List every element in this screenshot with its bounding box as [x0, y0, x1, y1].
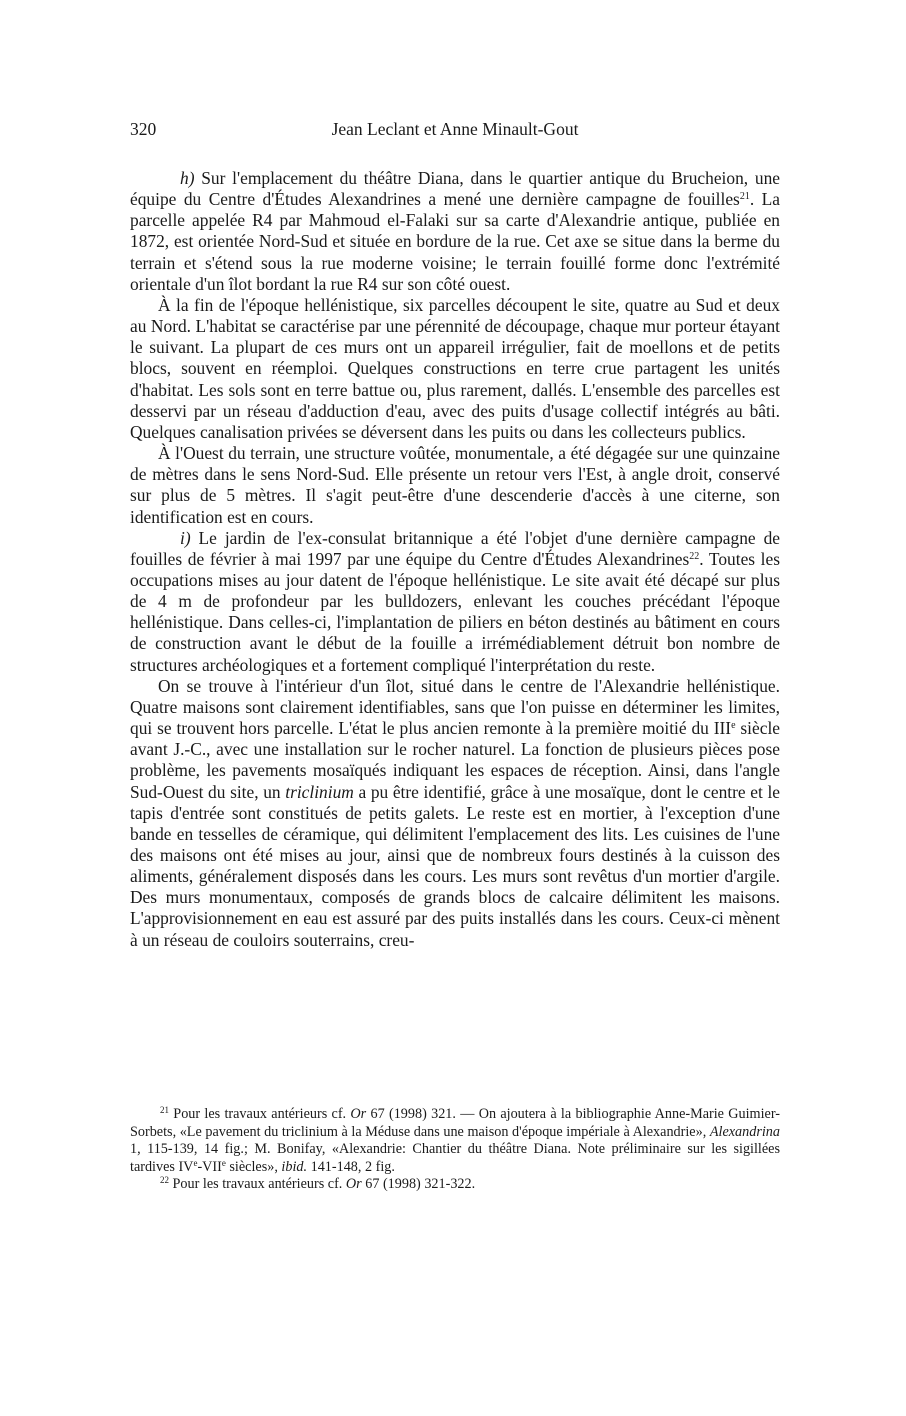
paragraph-text: Le jardin de l'ex-consulat britannique a été l'objet d'une dernière campagne de fouilles de février à mai 1997 par une équipe du Centre d'Études Alexandrines: [130, 527, 780, 569]
running-title: Jean Leclant et Anne Minault-Gout: [331, 119, 579, 139]
paragraph-text: On se trouve à l'intérieur d'un îlot, situé dans le centre de l'Alexandrie hellénistique. Quatre maisons sont clairement identifiables, sans que l'on puisse en déterminer les limites, qui se trouvent hors parcelle. L'état le plus ancien remonte à la première moitié du III: [130, 675, 780, 739]
paragraph-text: a pu être identifié, grâce à une mosaïque, dont le centre et le tapis d'entrée sont constitués de petits galets. Le reste est en mortier, à l'exception d'une bande en tesselles de céramique, qui délimitent l'emplacement des lits. Les cuisines de l'une des maisons ont été mises au jour, ainsi que de nombreux fours destinés à la cuisson des aliments, généralement disposés dans les cours. Les murs sont revêtus d'un mortier d'argile. Des murs monumentaux, composés de grands blocs de calcaire délimitent les maisons. L'approvisionnement en eau est assuré par des puits installés dans les cours. Ceux-ci mènent à un réseau de couloirs souterrains, creu-: [130, 781, 780, 950]
journal-abbrev: Or: [345, 1176, 362, 1193]
footnote-text: 67 (1998) 321-322.: [361, 1176, 476, 1193]
footnote-text: Pour les travaux antérieurs cf.: [169, 1106, 351, 1122]
main-text: [130, 168, 780, 951]
footnote-ref-22[interactable]: 22: [689, 550, 700, 562]
footnote-text: 1, 115-139, 14 fig.; M. Bonifay, «Alexandrie: Chantier du théâtre Diana. Note préliminaire sur les sigillées tardives IV: [130, 1141, 780, 1175]
paragraph-text: Sur l'emplacement du théâtre Diana, dans le quartier antique du Brucheion, une équipe du Centre d'Études Alexandrines a mené une dernière campagne de fouilles: [130, 168, 780, 210]
footnote-22: [130, 1176, 780, 1194]
running-header: [130, 118, 780, 140]
journal-abbrev: Or: [350, 1106, 367, 1122]
footnote-text: Pour les travaux antérieurs cf.: [169, 1176, 346, 1193]
section-marker-i: i): [180, 527, 191, 548]
superscript: e: [193, 1157, 198, 1168]
footnote-number: 22: [160, 1175, 169, 1186]
paragraph-h: [130, 168, 780, 295]
paragraph-text: . Toutes les occupations mises au jour datent de l'époque hellénistique. Le site avait été décapé sur plus de 4 m de profondeur par les bulldozers, enlevant les couches précédant l'époque hellénistique. Dans celles-ci, l'implantation de piliers en béton destinés au bâtiment en cours de construction avant le début de la fouille a irrémédiablement détruit bon nombre de structures archéologiques et a fortement compliqué l'interprétation du reste.: [130, 548, 780, 675]
footnote-text: 141-148, 2 fig.: [307, 1158, 395, 1175]
footnotes: [130, 1106, 780, 1194]
paragraph-text: . La parcelle appelée R4 par Mahmoud el-Falaki sur sa carte d'Alexandrie antique, publiée en 1872, est orientée Nord-Sud et située en bordure de la rue. Cet axe se situe dans la berme du terrain et s'étend sous la rue moderne voisine; le terrain fouillé forme donc l'extrémité orientale d'un îlot bordant la rue R4 sur son côté ouest.: [130, 189, 780, 294]
ibid: ibid.: [281, 1158, 308, 1175]
footnote-number: 21: [160, 1105, 169, 1116]
paragraph: [130, 676, 780, 951]
footnote-text: -VII: [197, 1158, 222, 1175]
paragraph-text: siècle avant J.-C., avec une installation sur le rocher naturel. La fonction de plusieurs pièces pose problème, les pavements mosaïqués indiquant les espaces de réception. Ainsi, dans l'angle Sud-Ouest du site, un: [130, 718, 781, 802]
paragraph: À la fin de l'époque hellénistique, six parcelles découpent le site, quatre au Sud et deux au Nord. L'habitat se caractérise par une pérennité de découpage, chaque mur porteur étayant le suivant. La plupart de ces murs ont un appareil irrégulier, fait de moellons et de petits blocs, souvent en réemploi. Quelques constructions en terre crue partagent les unités d'habitat. Les sols sont en terre battue ou, plus rarement, dallés. L'ensemble des parcelles est desservi par un réseau d'adduction d'eau, avec des puits d'usage collectif intégrés au bâti. Quelques canalisation privées se déversent dans les puits ou dans les collecteurs publics.: [130, 294, 780, 442]
footnote-21: [130, 1106, 780, 1176]
paragraph-i: [130, 528, 780, 676]
footnote-text: siècles»,: [225, 1158, 282, 1175]
footnote-text: 67 (1998) 321. — On ajoutera à la bibliographie Anne-Marie Guimier-Sorbets, «Le pavement du triclinium à la Méduse dans une maison d'époque impériale à Alexandrie»,: [130, 1106, 780, 1140]
page-number: 320: [130, 119, 157, 139]
italic-term: triclinium: [285, 781, 354, 802]
journal-title: Alexandrina: [709, 1123, 780, 1140]
superscript: e: [731, 720, 736, 732]
superscript: e: [221, 1157, 226, 1168]
section-marker-h: h): [180, 168, 195, 188]
footnote-ref-21[interactable]: 21: [739, 191, 750, 203]
paragraph: À l'Ouest du terrain, une structure voûtée, monumentale, a été dégagée sur une quinzaine de mètres dans le sens Nord-Sud. Elle présente un retour vers l'Est, à angle droit, conservé sur plus de 5 mètres. Il s'agit peut-être d'une descenderie d'accès à une citerne, son identification est en cours.: [130, 443, 780, 527]
